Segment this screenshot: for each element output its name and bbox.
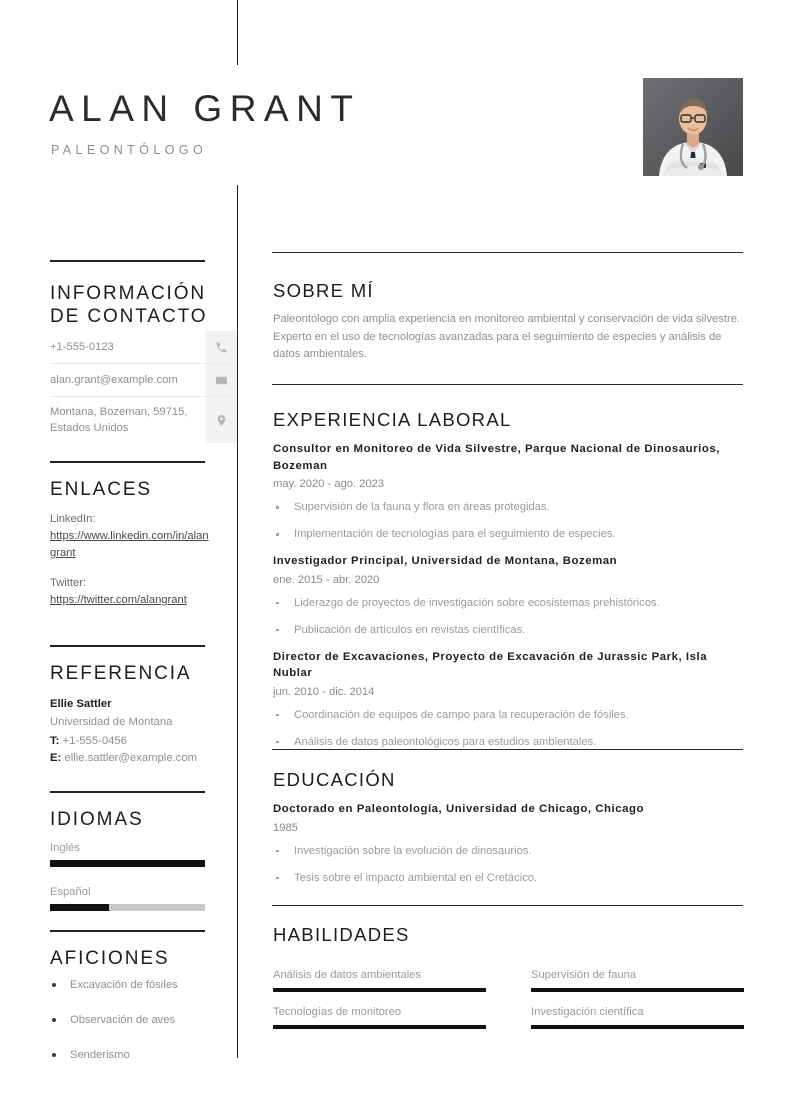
skill-bar — [531, 988, 744, 992]
experience-entry — [273, 441, 743, 542]
skills-heading: HABILIDADES — [273, 924, 410, 945]
contact-item-location[interactable] — [50, 397, 237, 443]
reference-name: Ellie Sattler — [50, 698, 112, 710]
entry-bullet: Liderazgo de proyectos de investigación sobre ecosistemas prehistóricos. — [273, 595, 743, 611]
contact-list — [50, 331, 237, 443]
skill-name: Tecnologías de monitoreo — [273, 1006, 402, 1018]
language-level-fill-spanish — [50, 904, 109, 911]
reference-phone-line — [50, 733, 225, 750]
entry-bullet: Coordinación de equipos de campo para la recuperación de fósiles. — [273, 707, 743, 723]
skill-name: Supervisión de fauna — [531, 969, 637, 981]
language-level-track-spanish — [50, 904, 205, 911]
entry-bullet: Supervisión de la fauna y flora en áreas protegidas. — [273, 499, 743, 515]
phone-icon — [205, 331, 237, 363]
contact-phone-value: +1-555-0123 — [50, 341, 114, 353]
language-item-english — [50, 840, 205, 867]
location-pin-icon — [205, 397, 237, 443]
skill-item — [273, 1004, 486, 1029]
reference-email-line — [50, 750, 225, 767]
language-level-fill-english — [50, 860, 205, 867]
languages-list — [50, 840, 205, 928]
envelope-icon — [205, 364, 237, 396]
contact-heading: INFORMACIÓN DE CONTACTO — [50, 283, 208, 327]
about-section-rule — [272, 252, 743, 253]
entry-bullet: Implementación de tecnologías para el seguimiento de especies. — [273, 526, 743, 542]
about-heading: SOBRE MÍ — [273, 280, 374, 301]
entry-bullet: Publicación de artículos en revistas científicas. — [273, 622, 743, 638]
entry-title: Doctorado en Paleontología, Universidad de Chicago, Chicago — [273, 803, 645, 815]
contact-item-phone[interactable] — [50, 331, 237, 364]
languages-heading: IDIOMAS — [50, 809, 144, 830]
skill-item — [531, 967, 744, 992]
reference-details — [50, 696, 225, 767]
entry-title: Director de Excavaciones, Proyecto de Excavación de Jurassic Park, Isla Nublar — [273, 650, 708, 679]
skills-section-rule — [272, 905, 743, 906]
about-text: Paleontólogo con amplia experiencia en monitoreo ambiental y conservación de vida silvestre. Experto en el uso de tecnologías avanzadas para el seguimiento de especies y análisis de datos ambientales. — [273, 313, 741, 360]
skill-bar — [531, 1025, 744, 1029]
list-item: Senderismo — [50, 1047, 225, 1063]
reference-phone-value: +1-555-0456 — [62, 735, 127, 747]
entry-title: Investigador Principal, Universidad de Montana, Bozeman — [273, 555, 618, 567]
skills-grid — [273, 967, 744, 1029]
entry-bullet: Investigación sobre la evolución de dinosaurios. — [273, 843, 743, 859]
reference-email-label: E: — [50, 752, 62, 764]
entry-date: jun. 2010 - dic. 2014 — [273, 685, 375, 698]
contact-location-value: Montana, Bozeman, 59715, Estados Unidos — [50, 406, 188, 434]
education-list — [273, 801, 743, 897]
entry-bullet: Tesis sobre el impacto ambiental en el Cretácico. — [273, 870, 743, 886]
link-label-twitter: Twitter: — [50, 577, 87, 589]
hobbies-heading: AFICIONES — [50, 948, 170, 969]
education-section-rule — [272, 749, 743, 750]
column-divider-bottom — [237, 185, 238, 1058]
education-heading: EDUCACIÓN — [273, 769, 396, 790]
entry-bullets — [273, 595, 743, 638]
reference-email-value: ellie.sattler@example.com — [64, 752, 198, 764]
languages-section-rule — [50, 791, 205, 793]
experience-section-rule — [272, 384, 743, 385]
contact-section-rule — [50, 260, 205, 262]
entry-title: Consultor en Monitoreo de Vida Silvestre, Parque Nacional de Dinosaurios, Bozeman — [273, 443, 720, 472]
links-heading: ENLACES — [50, 479, 153, 500]
language-name-english: Inglés — [50, 842, 80, 854]
language-item-spanish — [50, 884, 205, 911]
skill-bar — [273, 1025, 486, 1029]
hobbies-section-rule — [50, 930, 205, 932]
reference-heading: REFERENCIA — [50, 663, 192, 684]
entry-bullets — [273, 843, 743, 886]
skill-item — [531, 1004, 744, 1029]
avatar — [643, 78, 743, 176]
experience-heading: EXPERIENCIA LABORAL — [273, 409, 512, 430]
candidate-job-title: PALEONTÓLOGO — [51, 143, 208, 157]
reference-organization: Universidad de Montana — [50, 716, 173, 728]
contact-email-value: alan.grant@example.com — [50, 374, 178, 386]
candidate-name: ALAN GRANT — [49, 88, 361, 129]
list-item: Observación de aves — [50, 1012, 225, 1028]
entry-date: may. 2020 - ago. 2023 — [273, 478, 385, 490]
links-list — [50, 511, 210, 609]
links-section-rule — [50, 461, 205, 463]
link-url-linkedin[interactable]: https://www.linkedin.com/in/alangrant — [50, 530, 209, 559]
hobbies-list — [50, 977, 225, 1082]
entry-date: ene. 2015 - abr. 2020 — [273, 573, 380, 586]
experience-list — [273, 441, 743, 761]
reference-phone-label: T: — [50, 735, 60, 747]
entry-bullets — [273, 499, 743, 542]
skill-name: Investigación científica — [531, 1006, 644, 1018]
headshot-photo-icon — [643, 78, 743, 176]
link-spacer — [50, 562, 210, 575]
entry-date: 1985 — [273, 821, 298, 834]
skill-bar — [273, 988, 486, 992]
experience-entry — [273, 553, 743, 638]
language-name-spanish: Español — [50, 886, 91, 898]
language-level-track-english — [50, 860, 205, 867]
reference-section-rule — [50, 645, 205, 647]
education-entry — [273, 801, 743, 886]
sidebar — [0, 0, 237, 1120]
link-url-twitter[interactable]: https://twitter.com/alangrant — [50, 594, 187, 606]
entry-bullet: Análisis de datos paleontológicos para estudios ambientales. — [273, 734, 743, 750]
list-item: Excavación de fósiles — [50, 977, 225, 993]
skill-name: Análisis de datos ambientales — [273, 969, 422, 981]
link-label-linkedin: LinkedIn: — [50, 513, 96, 525]
contact-item-email[interactable] — [50, 364, 237, 397]
skill-item — [273, 967, 486, 992]
experience-entry — [273, 649, 743, 750]
entry-bullets — [273, 707, 743, 750]
